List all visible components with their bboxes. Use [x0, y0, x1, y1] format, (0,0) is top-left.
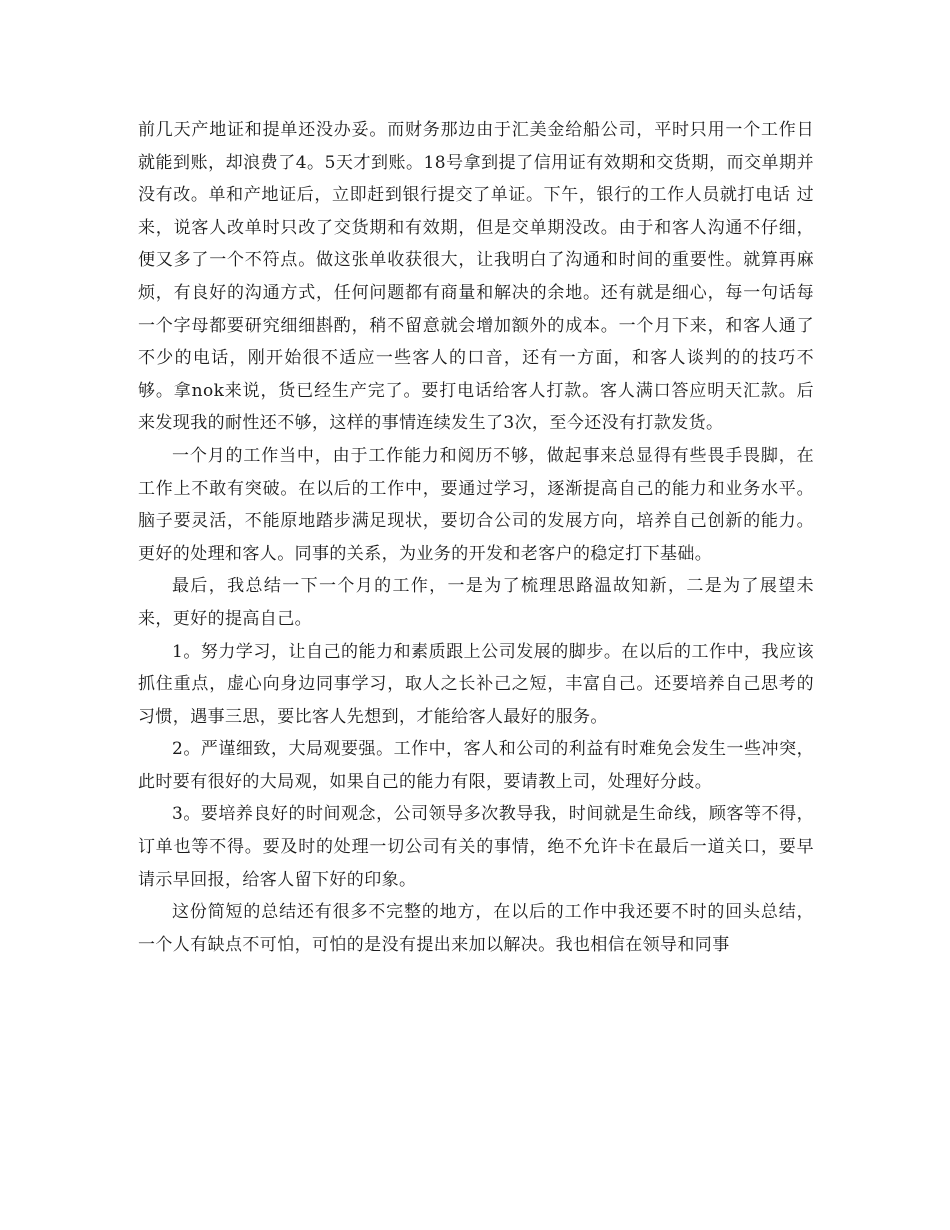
- paragraph-5-item-2: 2。严谨细致，大局观要强。工作中，客人和公司的利益有时难免会发生一些冲突，此时要有很好的大局观，如果自己的能力有限，要请教上司，处理好分歧。: [138, 739, 814, 792]
- paragraph-4-item-1: 1。努力学习，让自己的能力和素质跟上公司发展的脚步。在以后的工作中，我应该抓住重点，虚心向身边同事学习，取人之长补己之短，丰富自己。还要培养自己思考的习惯，遇事三思，要比客人先想到，才能给客人最好的服务。: [138, 641, 814, 727]
- paragraph-2: 一个月的工作当中，由于工作能力和阅历不够，做起事来总显得有些畏手畏脚，在工作上不敢有突破。在以后的工作中，要通过学习，逐渐提高自己的能力和业务水平。脑子要灵活，不能原地踏步满足现状，要切合公司的发展方向，培养自己创新的能力。更好的处理和客人。同事的关系，为业务的开发和老客户的稳定打下基础。: [138, 445, 814, 564]
- paragraph-7: 这份简短的总结还有很多不完整的地方，在以后的工作中我还要不时的回头总结，一个人有缺点不可怕，可怕的是没有提出来加以解决。我也相信在领导和同事: [138, 902, 814, 955]
- document-body: [138, 114, 814, 961]
- paragraph-6-item-3: 3。要培养良好的时间观念，公司领导多次教导我，时间就是生命线，顾客等不得，订单也等不得。要及时的处理一切公司有关的事情，绝不允许卡在最后一道关口，要早请示早回报，给客人留下好的印象。: [138, 804, 814, 890]
- paragraph-3: 最后，我总结一下一个月的工作，一是为了梳理思路温故知新，二是为了展望未来，更好的提高自己。: [138, 576, 814, 629]
- paragraph-1: 前几天产地证和提单还没办妥。而财务那边由于汇美金给船公司，平时只用一个工作日就能到账，却浪费了4。5天才到账。18号拿到提了信用证有效期和交货期，而交单期并没有改。单和产地证后，立即赶到银行提交了单证。下午，银行的工作人员就打电话 过来，说客人改单时只改了交货期和有效期，但是交单期没改。由于和客人沟通不仔细，便又多了一个不符点。做这张单收获很大，让我明白了沟通和时间的重要性。就算再麻烦，有良好的沟通方式，任何问题都有商量和解决的余地。还有就是细心，每一句话每一个字母都要研究细细斟酌，稍不留意就会增加额外的成本。一个月下来，和客人通了不少的电话，刚开始很不适应一些客人的口音，还有一方面，和客人谈判的的技巧不够。拿nok来说，货已经生产完了。要打电话给客人打款。客人满口答应明天汇款。后来发现我的耐性还不够，这样的事情连续发生了3次，至今还没有打款发货。: [138, 120, 814, 434]
